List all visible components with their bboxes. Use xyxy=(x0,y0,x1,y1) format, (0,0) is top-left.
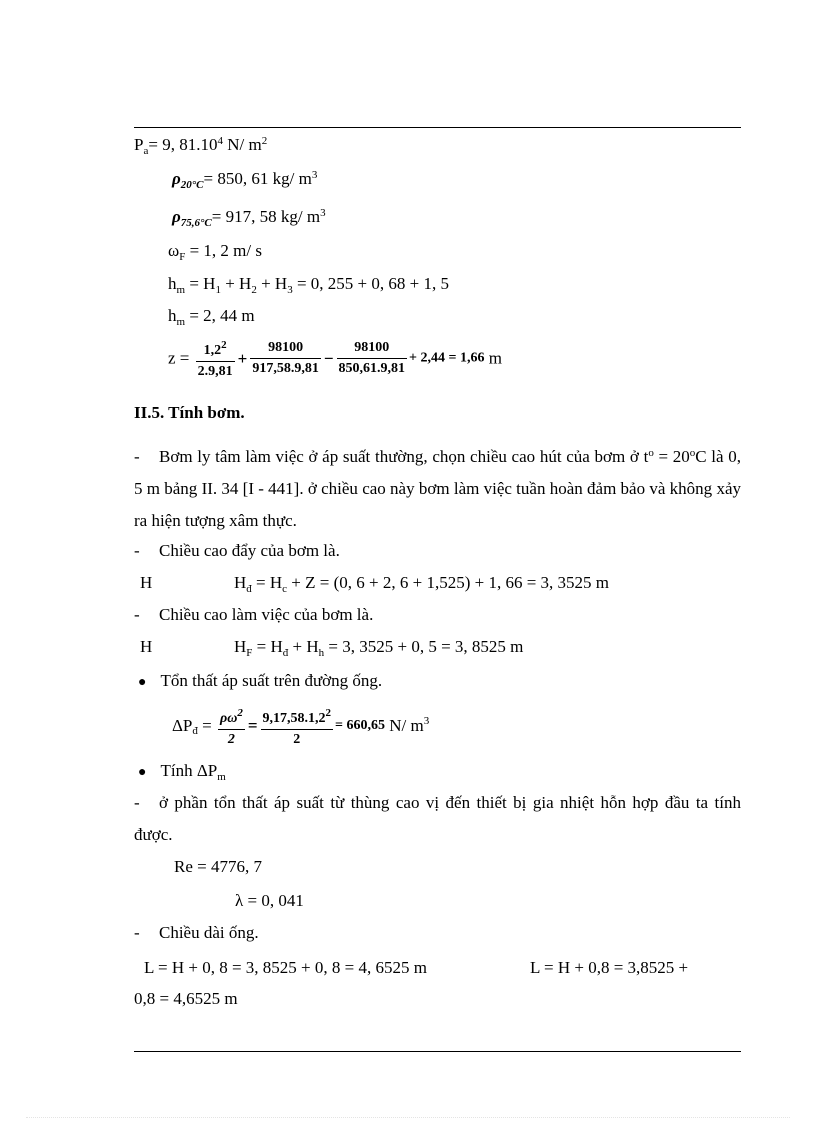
hm-sum-line: $h_m = H_1 + H_2 + H_3 = 0$, 255 + 0, 68 + 1, 5 xyxy=(168,274,449,296)
hm-value-line: $h_m = 2$, 44 m xyxy=(168,306,255,328)
omega-line: $\omega_F = 1$, 2 m/ s xyxy=(168,241,262,263)
hd-line: H $H_đ = H_c + Z = (0$, 6 + 2, 6 + 1,525) + 1, 66 = 3, 3525 m xyxy=(140,573,610,595)
page-edge xyxy=(26,1117,790,1118)
footer-rule xyxy=(134,1051,741,1052)
pa-line: $P_a= 9$, 81.10$^4$ N/ $m^2$ xyxy=(134,135,268,157)
pressure-loss-bullet: ● Tổn thất áp suất trên đường ống. xyxy=(138,671,383,690)
section-heading: II.5. Tính bơm. xyxy=(134,403,245,422)
work-height-label: - Chiều cao làm việc của bơm là. xyxy=(134,605,374,624)
header-rule xyxy=(134,127,741,128)
length-equation-2a: L = H + 0,8 = 3,8525 + xyxy=(530,958,689,977)
length-equation-2b: 0,8 = 4,6525 m xyxy=(134,989,238,1008)
pipe-length-label: - Chiều dài ống. xyxy=(134,923,259,942)
rho20-line: $\rho_{20^\circ C}= 850$, 61 kg/ $m^3$ xyxy=(172,169,318,191)
dpd-fraction-1: $\frac{\rho\omega^2}{2}$ xyxy=(218,704,245,749)
length-equation-1: L = H + 0, 8 = 3, 8525 + 0, 8 = 4, 6525 m xyxy=(144,958,427,977)
hf-line: H $H_F = H_đ + H_h = 3$, 3525 + 0, 5 = 3, 8525 m xyxy=(140,637,524,659)
dpm-bullet: ● Tính $\Delta P_m$ xyxy=(138,761,226,783)
bullet-icon: ● xyxy=(138,765,147,780)
bullet-icon: ● xyxy=(138,675,147,690)
push-height-label: - Chiều cao đẩy của bơm là. xyxy=(134,541,340,560)
rho75-line: $\rho_{75,6^\circ C}= 917$, 58 kg/ $m^3$ xyxy=(172,207,326,229)
z-equation: z = $\frac{1,2^2}{2.9,81}$ + $\frac{98100}{917,58.9,81}$ − $\frac{98100}{850,61.9,81}$ + 2,44 = 1,66 m xyxy=(168,336,502,381)
dpd-fraction-2: $\frac{9,17,58.1,2^2}{2}$ xyxy=(261,704,334,749)
dpd-equation: $\Delta P_đ$ = $\frac{\rho\omega^2}{2}$ = $\frac{9,17,58.1,2^2}{2}$ = 660,65 N/ $m^3$ xyxy=(172,700,429,752)
pressure-loss-paragraph: - ở phần tổn thất áp suất từ thùng cao vị đến thiết bị gia nhiệt hỗn hợp đầu ta tính được. xyxy=(134,793,741,844)
z-fraction-3: $\frac{98100}{850,61.9,81}$ xyxy=(338,340,406,376)
z-fraction-1: $\frac{1,2^2}{2.9,81}$ xyxy=(196,336,235,381)
lambda-line: λ = 0, 041 xyxy=(235,891,304,910)
z-fraction-2: $\frac{98100}{917,58.9,81}$ xyxy=(252,340,319,376)
reynolds-line: Re = 4776, 7 xyxy=(174,857,262,876)
pump-paragraph: - Bơm ly tâm làm việc ở áp suất thường, chọn chiều cao hút của bơm ở $t^o = 20^oC$ là 0, 5 m bảng II. 34 [I - 441]. ở chiều cao này bơm làm việc tuần hoàn đảm bảo và không xảy ra hiện tượng xâm thực. xyxy=(134,447,742,530)
